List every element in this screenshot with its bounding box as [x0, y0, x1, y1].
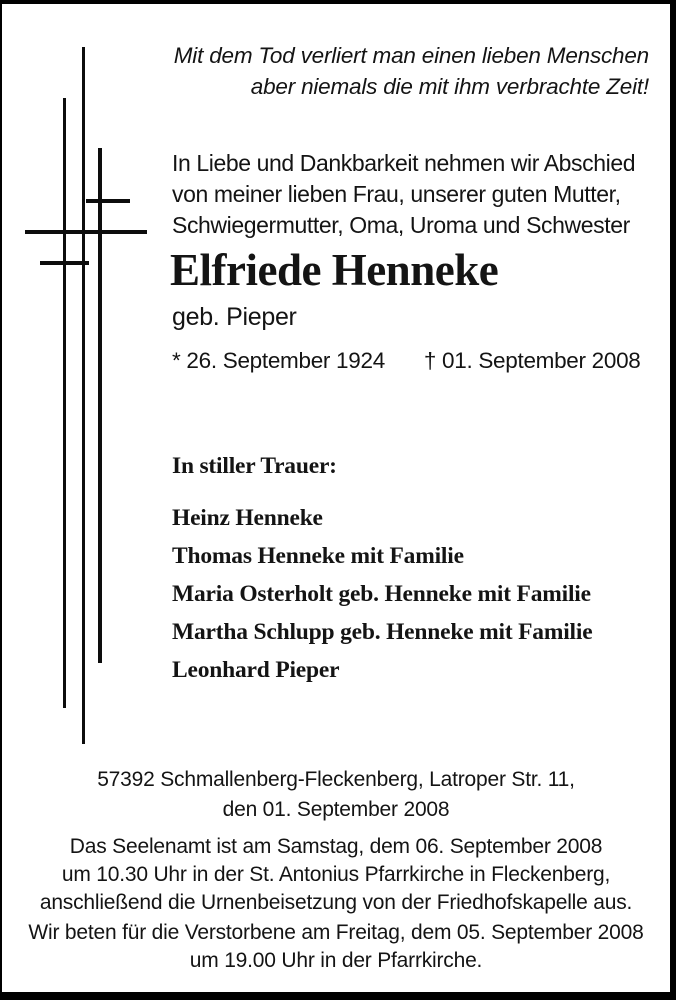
intro-paragraph [172, 148, 662, 241]
mourner-name: Leonhard Pieper [172, 657, 340, 683]
address-block [2, 765, 670, 825]
mourner-name: Maria Osterholt geb. Henneke mit Familie [172, 581, 591, 607]
mourner-name: Martha Schlupp geb. Henneke mit Familie [172, 619, 593, 645]
service-info-block [2, 833, 670, 917]
deceased-name: Elfriede Henneke [170, 245, 499, 295]
intro-line: Schwiegermutter, Oma, Uroma und Schwester [172, 212, 630, 238]
prayer-info-block [2, 919, 670, 975]
mourner-name: Heinz Henneke [172, 505, 323, 531]
service-line: um 10.30 Uhr in der St. Antonius Pfarrkirche in Fleckenberg, [61, 863, 611, 886]
prayer-line: Wir beten für die Verstorbene am Freitag, dem 05. September 2008 [28, 921, 644, 944]
death-date: † 01. September 2008 [423, 348, 641, 373]
cross-horizontal-line [25, 230, 147, 234]
life-dates [172, 348, 641, 374]
prayer-line: um 19.00 Uhr in der Pfarrkirche. [189, 949, 483, 972]
maiden-name: geb. Pieper [172, 303, 297, 331]
mourning-heading: In stiller Trauer: [172, 453, 337, 479]
intro-line: In Liebe und Dankbarkeit nehmen wir Abschied [172, 150, 636, 176]
cross-vertical-line [63, 98, 66, 708]
service-line: anschließend die Urnenbeisetzung von der Friedhofskapelle aus. [39, 891, 633, 914]
address-line: 57392 Schmallenberg-Fleckenberg, Latroper Str. 11, [97, 768, 575, 791]
epigraph [172, 40, 649, 102]
cross-vertical-line [98, 148, 102, 663]
cross-horizontal-line [40, 261, 89, 265]
mourners-list [172, 499, 652, 689]
address-line: den 01. September 2008 [222, 798, 450, 821]
intro-line: von meiner lieben Frau, unserer guten Mutter, [172, 181, 621, 207]
epigraph-line: aber niemals die mit ihm verbrachte Zeit! [250, 74, 649, 99]
epigraph-line: Mit dem Tod verliert man einen lieben Menschen [173, 43, 649, 68]
service-line: Das Seelenamt ist am Samstag, dem 06. September 2008 [69, 835, 603, 858]
cross-vertical-line [82, 47, 85, 744]
cross-horizontal-line [86, 199, 130, 203]
birth-date: * 26. September 1924 [172, 348, 385, 373]
mourner-name: Thomas Henneke mit Familie [172, 543, 464, 569]
